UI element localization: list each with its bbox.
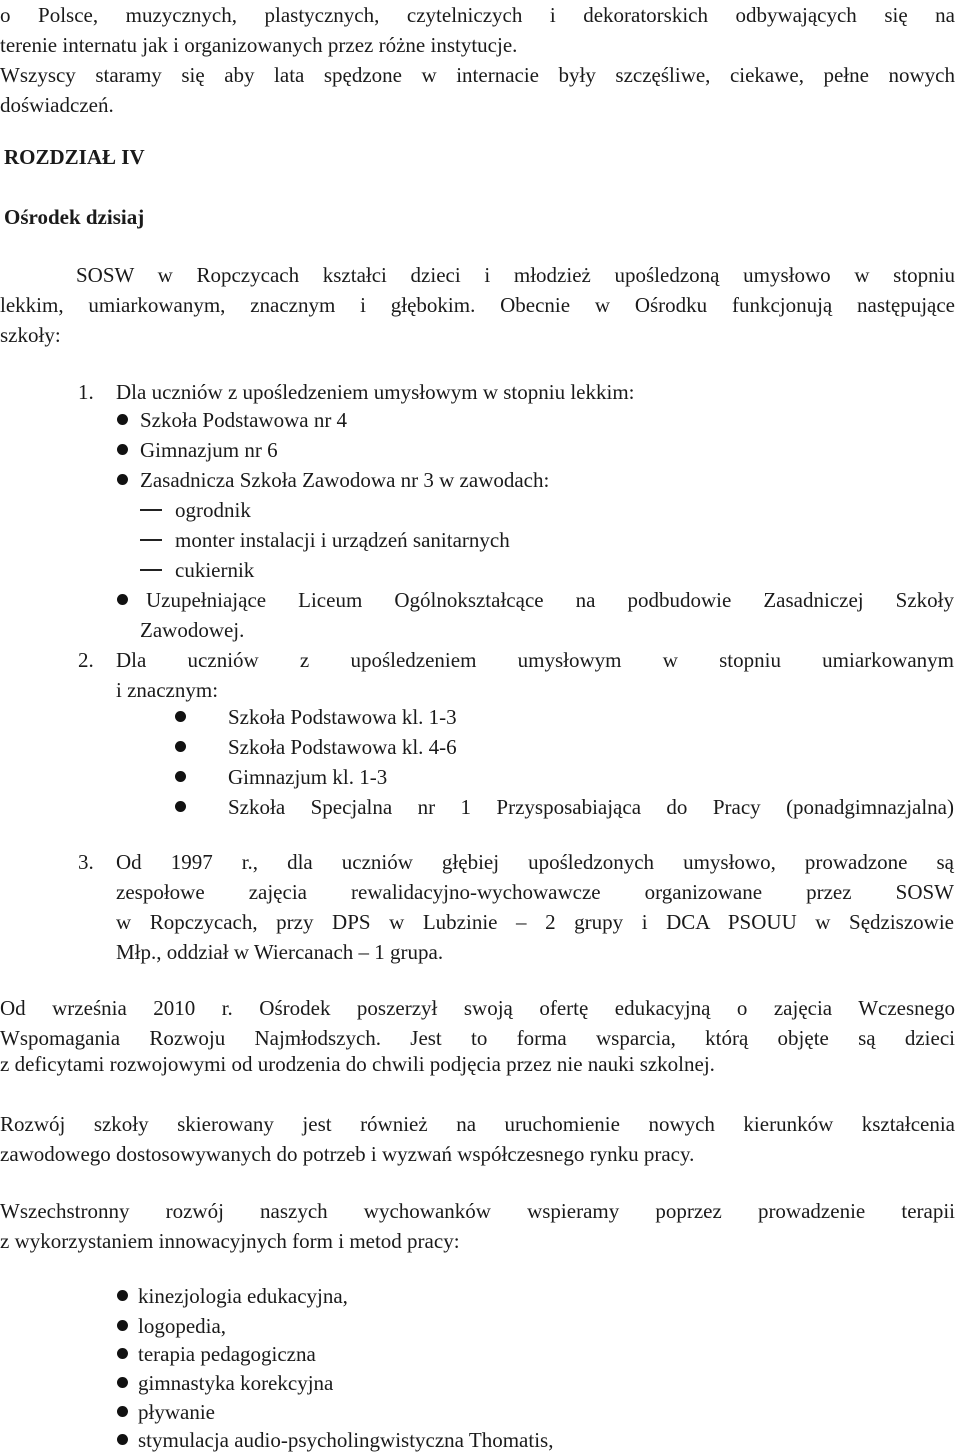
bullet-icon	[117, 474, 128, 485]
bullet-icon	[117, 1320, 128, 1331]
overview-line: lekkim, umiarkowanym, znacznym i głębokim. Obecnie w Ośrodku funkcjonują następujące	[0, 293, 955, 317]
paragraph-line: Rozwój szkoły skierowany jest również na uruchomienie nowych kierunków kształcenia	[0, 1112, 955, 1136]
bullet-icon	[117, 1434, 128, 1445]
paragraph-line: Od września 2010 r. Ośrodek poszerzył swoją ofertę edukacyjną o zajęcia Wczesnego	[0, 996, 955, 1020]
bullet-icon	[117, 594, 128, 605]
school-item: Szkoła Podstawowa kl. 4-6	[228, 735, 457, 759]
school-item: Szkoła Podstawowa nr 4	[140, 408, 348, 432]
bullet-icon	[117, 444, 128, 455]
school-item: Gimnazjum kl. 1-3	[228, 765, 388, 789]
bullet-icon	[175, 741, 186, 752]
intro-line: o Polsce, muzycznych, plastycznych, czytelniczych i dekoratorskich odbywających się na	[0, 3, 955, 27]
paragraph-line: z deficytami rozwojowymi od urodzenia do chwili podjęcia przez nie nauki szkolnej.	[0, 1052, 715, 1076]
profession-item: monter instalacji i urządzeń sanitarnych	[175, 528, 510, 552]
dash-icon	[140, 509, 162, 511]
chapter-title: ROZDZIAŁ IV	[4, 145, 145, 169]
bullet-icon	[175, 801, 186, 812]
therapy-item: pływanie	[138, 1400, 215, 1424]
section-number: 1.	[78, 380, 94, 404]
section-text: Od 1997 r., dla uczniów głębiej upośledzonych umysłowo, prowadzone są	[116, 850, 954, 874]
paragraph-line: Wszechstronny rozwój naszych wychowanków wspieramy poprzez prowadzenie terapii	[0, 1199, 955, 1223]
section-text: Młp., oddział w Wiercanach – 1 grupa.	[116, 940, 444, 964]
school-item: Gimnazjum nr 6	[140, 438, 278, 462]
paragraph-line: zawodowego dostosowywanych do potrzeb i wyzwań współczesnego rynku pracy.	[0, 1142, 695, 1166]
section-number: 3.	[78, 850, 94, 874]
section-text: w Ropczycach, przy DPS w Lubzinie – 2 grupy i DCA PSOUU w Sędziszowie	[116, 910, 954, 934]
section-heading: i znacznym:	[116, 678, 219, 702]
school-item: Szkoła Podstawowa kl. 1-3	[228, 705, 457, 729]
therapy-item: gimnastyka korekcyjna	[138, 1371, 334, 1395]
bullet-icon	[175, 771, 186, 782]
bullet-icon	[117, 1406, 128, 1417]
profession-item: ogrodnik	[175, 498, 251, 522]
paragraph-line: z wykorzystaniem innowacyjnych form i metod pracy:	[0, 1229, 460, 1253]
therapy-item: terapia pedagogiczna	[138, 1342, 316, 1366]
section-heading: Dla uczniów z upośledzeniem umysłowym w stopniu umiarkowanym	[116, 648, 954, 672]
dash-icon	[140, 539, 162, 541]
therapy-item: stymulacja audio-psycholingwistyczna Thomatis,	[138, 1428, 554, 1452]
section-heading: Dla uczniów z upośledzeniem umysłowym w stopniu lekkim:	[116, 380, 635, 404]
bullet-icon	[117, 414, 128, 425]
overview-line: szkoły:	[0, 323, 61, 347]
school-item: Uzupełniające Liceum Ogólnokształcące na podbudowie Zasadniczej Szkoły	[146, 588, 954, 612]
overview-line: SOSW w Ropczycach kształci dzieci i młodzież upośledzoną umysłowo w stopniu	[76, 263, 955, 287]
therapy-item: kinezjologia edukacyjna,	[138, 1284, 348, 1308]
chapter-subtitle: Ośrodek dzisiaj	[4, 205, 145, 229]
intro-line: doświadczeń.	[0, 93, 114, 117]
therapy-item: logopedia,	[138, 1314, 227, 1338]
paragraph-line: Wspomagania Rozwoju Najmłodszych. Jest to forma wsparcia, którą objęte są dzieci	[0, 1026, 955, 1050]
section-text: zespołowe zajęcia rewalidacyjno-wychowawcze organizowane przez SOSW	[116, 880, 954, 904]
dash-icon	[140, 569, 162, 571]
profession-item: cukiernik	[175, 558, 255, 582]
bullet-icon	[117, 1348, 128, 1359]
intro-line: Wszyscy staramy się aby lata spędzone w internacie były szczęśliwe, ciekawe, pełne nowych	[0, 63, 955, 87]
school-item: Zawodowej.	[140, 618, 245, 642]
bullet-icon	[175, 711, 186, 722]
section-number: 2.	[78, 648, 94, 672]
school-item: Szkoła Specjalna nr 1 Przysposabiająca do Pracy (ponadgimnazjalna)	[228, 795, 954, 819]
bullet-icon	[117, 1377, 128, 1388]
intro-line: terenie internatu jak i organizowanych przez różne instytucje.	[0, 33, 518, 57]
school-item: Zasadnicza Szkoła Zawodowa nr 3 w zawodach:	[140, 468, 550, 492]
bullet-icon	[117, 1290, 128, 1301]
